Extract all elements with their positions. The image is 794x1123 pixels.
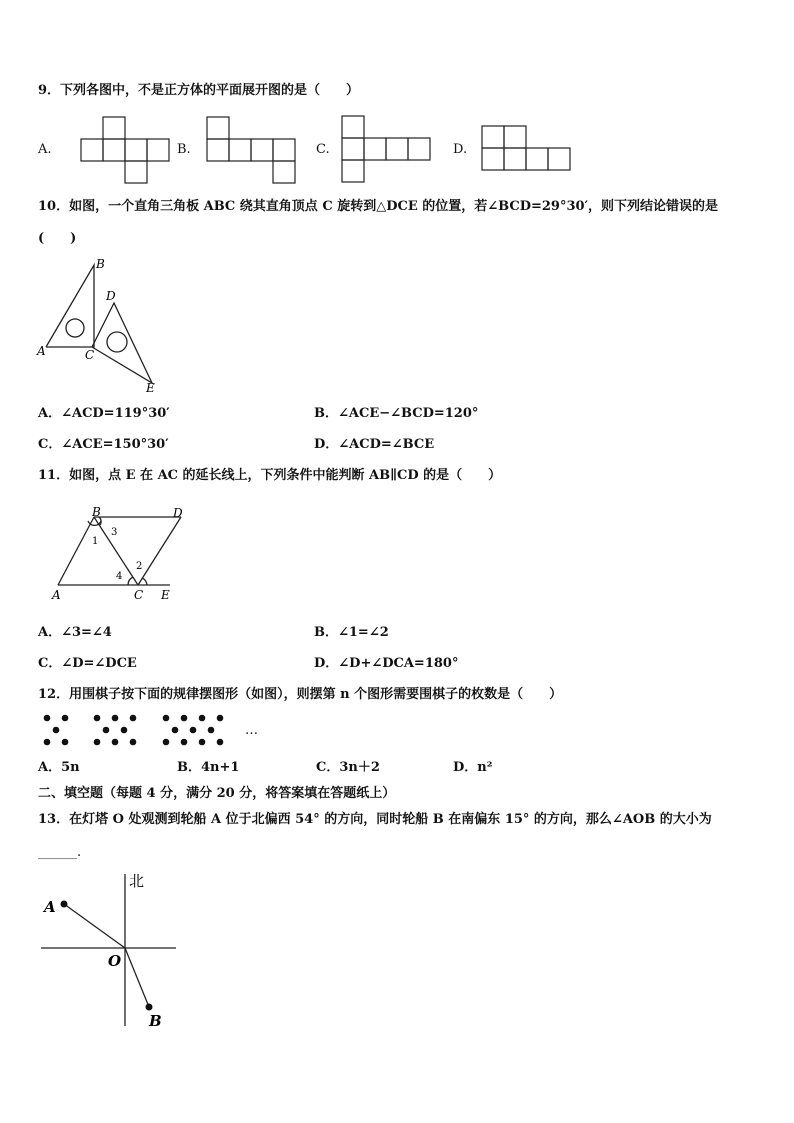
q10-label-d: D: [106, 289, 116, 303]
q9-net-c: [340, 114, 435, 188]
q10-option-c: C．∠ACE=150°30′: [38, 437, 169, 452]
q9-net-b: [205, 115, 300, 187]
q11-stem: 11．如图，点 E 在 AC 的延长线上，下列条件中能判断 AB∥CD 的是（ ）: [38, 468, 502, 483]
q12-option-c: C．3n＋2: [316, 760, 380, 775]
q13-label-north: 北: [129, 872, 145, 890]
q13-label-b: B: [149, 1012, 162, 1030]
q10-label-e: E: [146, 381, 155, 395]
q13-ray-ob: [125, 948, 149, 1007]
q12-pattern-2: [94, 715, 137, 746]
q11-label-e: E: [161, 588, 170, 602]
section-2-heading: 二、填空题（每题 4 分，满分 20 分，将答案填在答题纸上）: [38, 786, 396, 801]
q13-answer-blank: ______.: [38, 845, 82, 860]
q10-option-b: B．∠ACE−∠BCD=120°: [314, 406, 479, 421]
q12-pattern-1: [44, 715, 69, 746]
q9-net-a: [78, 115, 173, 187]
q11-angle-1: 1: [92, 536, 99, 547]
q11-option-a: A．∠3=∠4: [38, 625, 112, 640]
q11-label-d: D: [173, 506, 183, 520]
q12-go-stones-pattern: [38, 712, 243, 748]
q10-label-c: C: [85, 348, 95, 362]
q9-stem: 9．下列各图中，不是正方体的平面展开图的是（ ）: [38, 83, 360, 98]
q12-ellipsis: …: [245, 723, 258, 738]
q9-option-b-label: B.: [177, 142, 191, 157]
q13-stem: 13．在灯塔 O 处观测到轮船 A 位于北偏西 54° 的方向，同时轮船 B 在南偏东 15° 的方向，那么∠AOB 的大小为: [38, 812, 712, 827]
q11-angle-2: 2: [136, 561, 143, 572]
q11-figure-parallelogram: [48, 505, 193, 605]
q9-option-a-label: A.: [38, 142, 52, 157]
q10-circle-hole-2: [107, 332, 127, 352]
q12-stem: 12．用围棋子按下面的规律摆图形（如图），则摆第 n 个图形需要围棋子的枚数是（ ）: [38, 687, 563, 702]
q11-label-b: B: [92, 505, 101, 519]
q11-option-b: B．∠1=∠2: [314, 625, 389, 640]
q13-point-b: [146, 1004, 153, 1011]
q11-angle-3: 3: [111, 527, 118, 538]
q13-ray-oa: [64, 904, 125, 948]
q10-answer-paren: ( ): [38, 231, 77, 246]
q11-option-d: D．∠D+∠DCA=180°: [314, 656, 459, 671]
q13-label-o: O: [108, 952, 122, 970]
q10-option-a: A．∠ACD=119°30′: [38, 406, 170, 421]
q10-stem: 10．如图，一个直角三角板 ABC 绕其直角顶点 C 旋转到△DCE 的位置，若∠BCD=29°30′，则下列结论错误的是: [38, 199, 718, 214]
q11-label-a: A: [52, 588, 61, 602]
q13-point-a: [61, 901, 68, 908]
q10-triangle-dce: [92, 303, 152, 383]
q10-circle-hole-1: [66, 319, 84, 337]
q11-angle-4: 4: [116, 571, 123, 582]
q10-label-a: A: [37, 344, 46, 358]
q10-label-b: B: [96, 257, 105, 271]
q12-option-b: B．4n+1: [177, 760, 240, 775]
q11-option-c: C．∠D=∠DCE: [38, 656, 137, 671]
q9-net-d: [480, 124, 576, 176]
q13-compass-diagram: [36, 866, 186, 1036]
q10-option-d: D．∠ACD=∠BCE: [314, 437, 435, 452]
q12-pattern-3: [163, 715, 224, 746]
q13-label-a: A: [44, 898, 56, 916]
q12-option-a: A．5n: [38, 760, 80, 775]
q9-option-d-label: D.: [453, 142, 468, 157]
q9-option-c-label: C.: [316, 142, 330, 157]
q11-label-c: C: [134, 588, 144, 602]
q10-figure-triangles: [34, 255, 164, 395]
q12-option-d: D．n²: [453, 760, 493, 775]
